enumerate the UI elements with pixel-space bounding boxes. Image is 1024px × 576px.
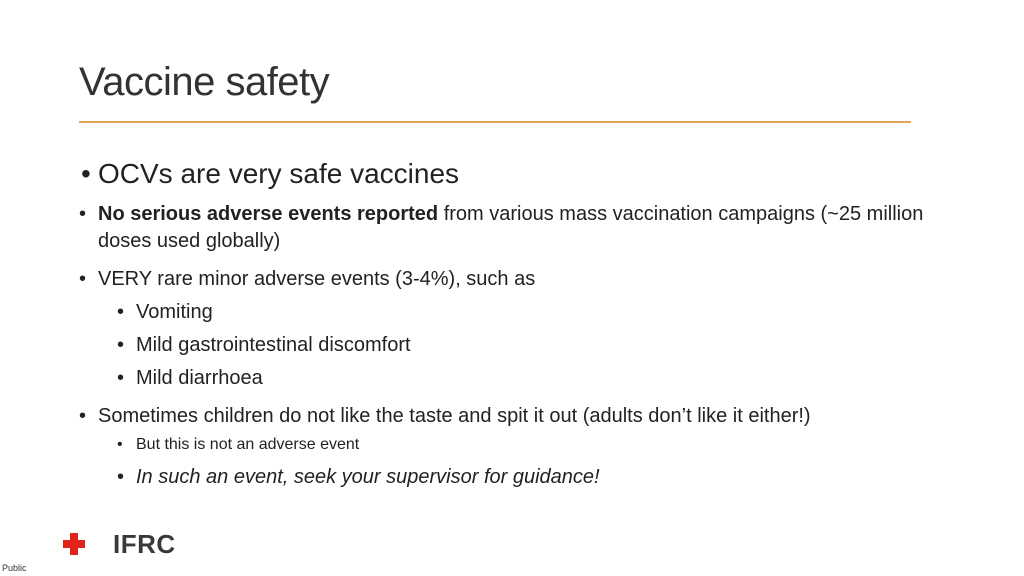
logo-text: IFRC — [113, 528, 176, 559]
bullet-icon: • — [117, 466, 125, 488]
bullet-icon: • — [117, 367, 125, 389]
sub-bullet-item — [117, 464, 979, 491]
classification-label: Public — [2, 563, 27, 573]
sub-bullet-item — [117, 332, 979, 359]
bullet-icon: • — [117, 334, 125, 356]
bullet-item — [79, 266, 979, 293]
bullet-icon: • — [79, 268, 87, 290]
bullet-item — [79, 155, 979, 193]
bullet-item — [79, 403, 979, 430]
bullet-text: In such an event, seek your supervisor for guidance! — [136, 466, 600, 488]
bullet-list — [79, 155, 979, 497]
title-divider — [79, 121, 911, 123]
sub-bullet-item — [117, 434, 979, 456]
slide-title: Vaccine safety — [79, 60, 330, 104]
bullet-text: Sometimes children do not like the taste and spit it out (adults don’t like it either!) — [98, 405, 811, 427]
bullet-item — [79, 201, 979, 255]
bullet-text: VERY rare minor adverse events (3-4%), such as — [98, 268, 536, 290]
bullet-icon: • — [117, 301, 125, 323]
bullet-text — [98, 201, 958, 255]
bullet-text: Mild diarrhoea — [136, 367, 263, 389]
bullet-text: But this is not an adverse event — [136, 436, 360, 453]
bullet-text-bold: No serious adverse events reported — [98, 203, 439, 225]
sub-bullet-item — [117, 365, 979, 392]
red-cross-icon — [63, 533, 85, 555]
bullet-icon: • — [117, 436, 123, 453]
ifrc-logo — [63, 530, 176, 558]
bullet-text: Vomiting — [136, 301, 213, 323]
bullet-text-rest: from various mass vaccination campaigns (~25 million doses used globally) — [98, 203, 924, 252]
bullet-text: Mild gastrointestinal discomfort — [136, 334, 411, 356]
bullet-icon: • — [79, 203, 87, 225]
bullet-icon: • — [79, 405, 87, 427]
red-crescent-icon — [89, 533, 109, 555]
sub-bullet-item — [117, 299, 979, 326]
bullet-icon: • — [81, 158, 91, 189]
bullet-text: OCVs are very safe vaccines — [98, 158, 460, 189]
